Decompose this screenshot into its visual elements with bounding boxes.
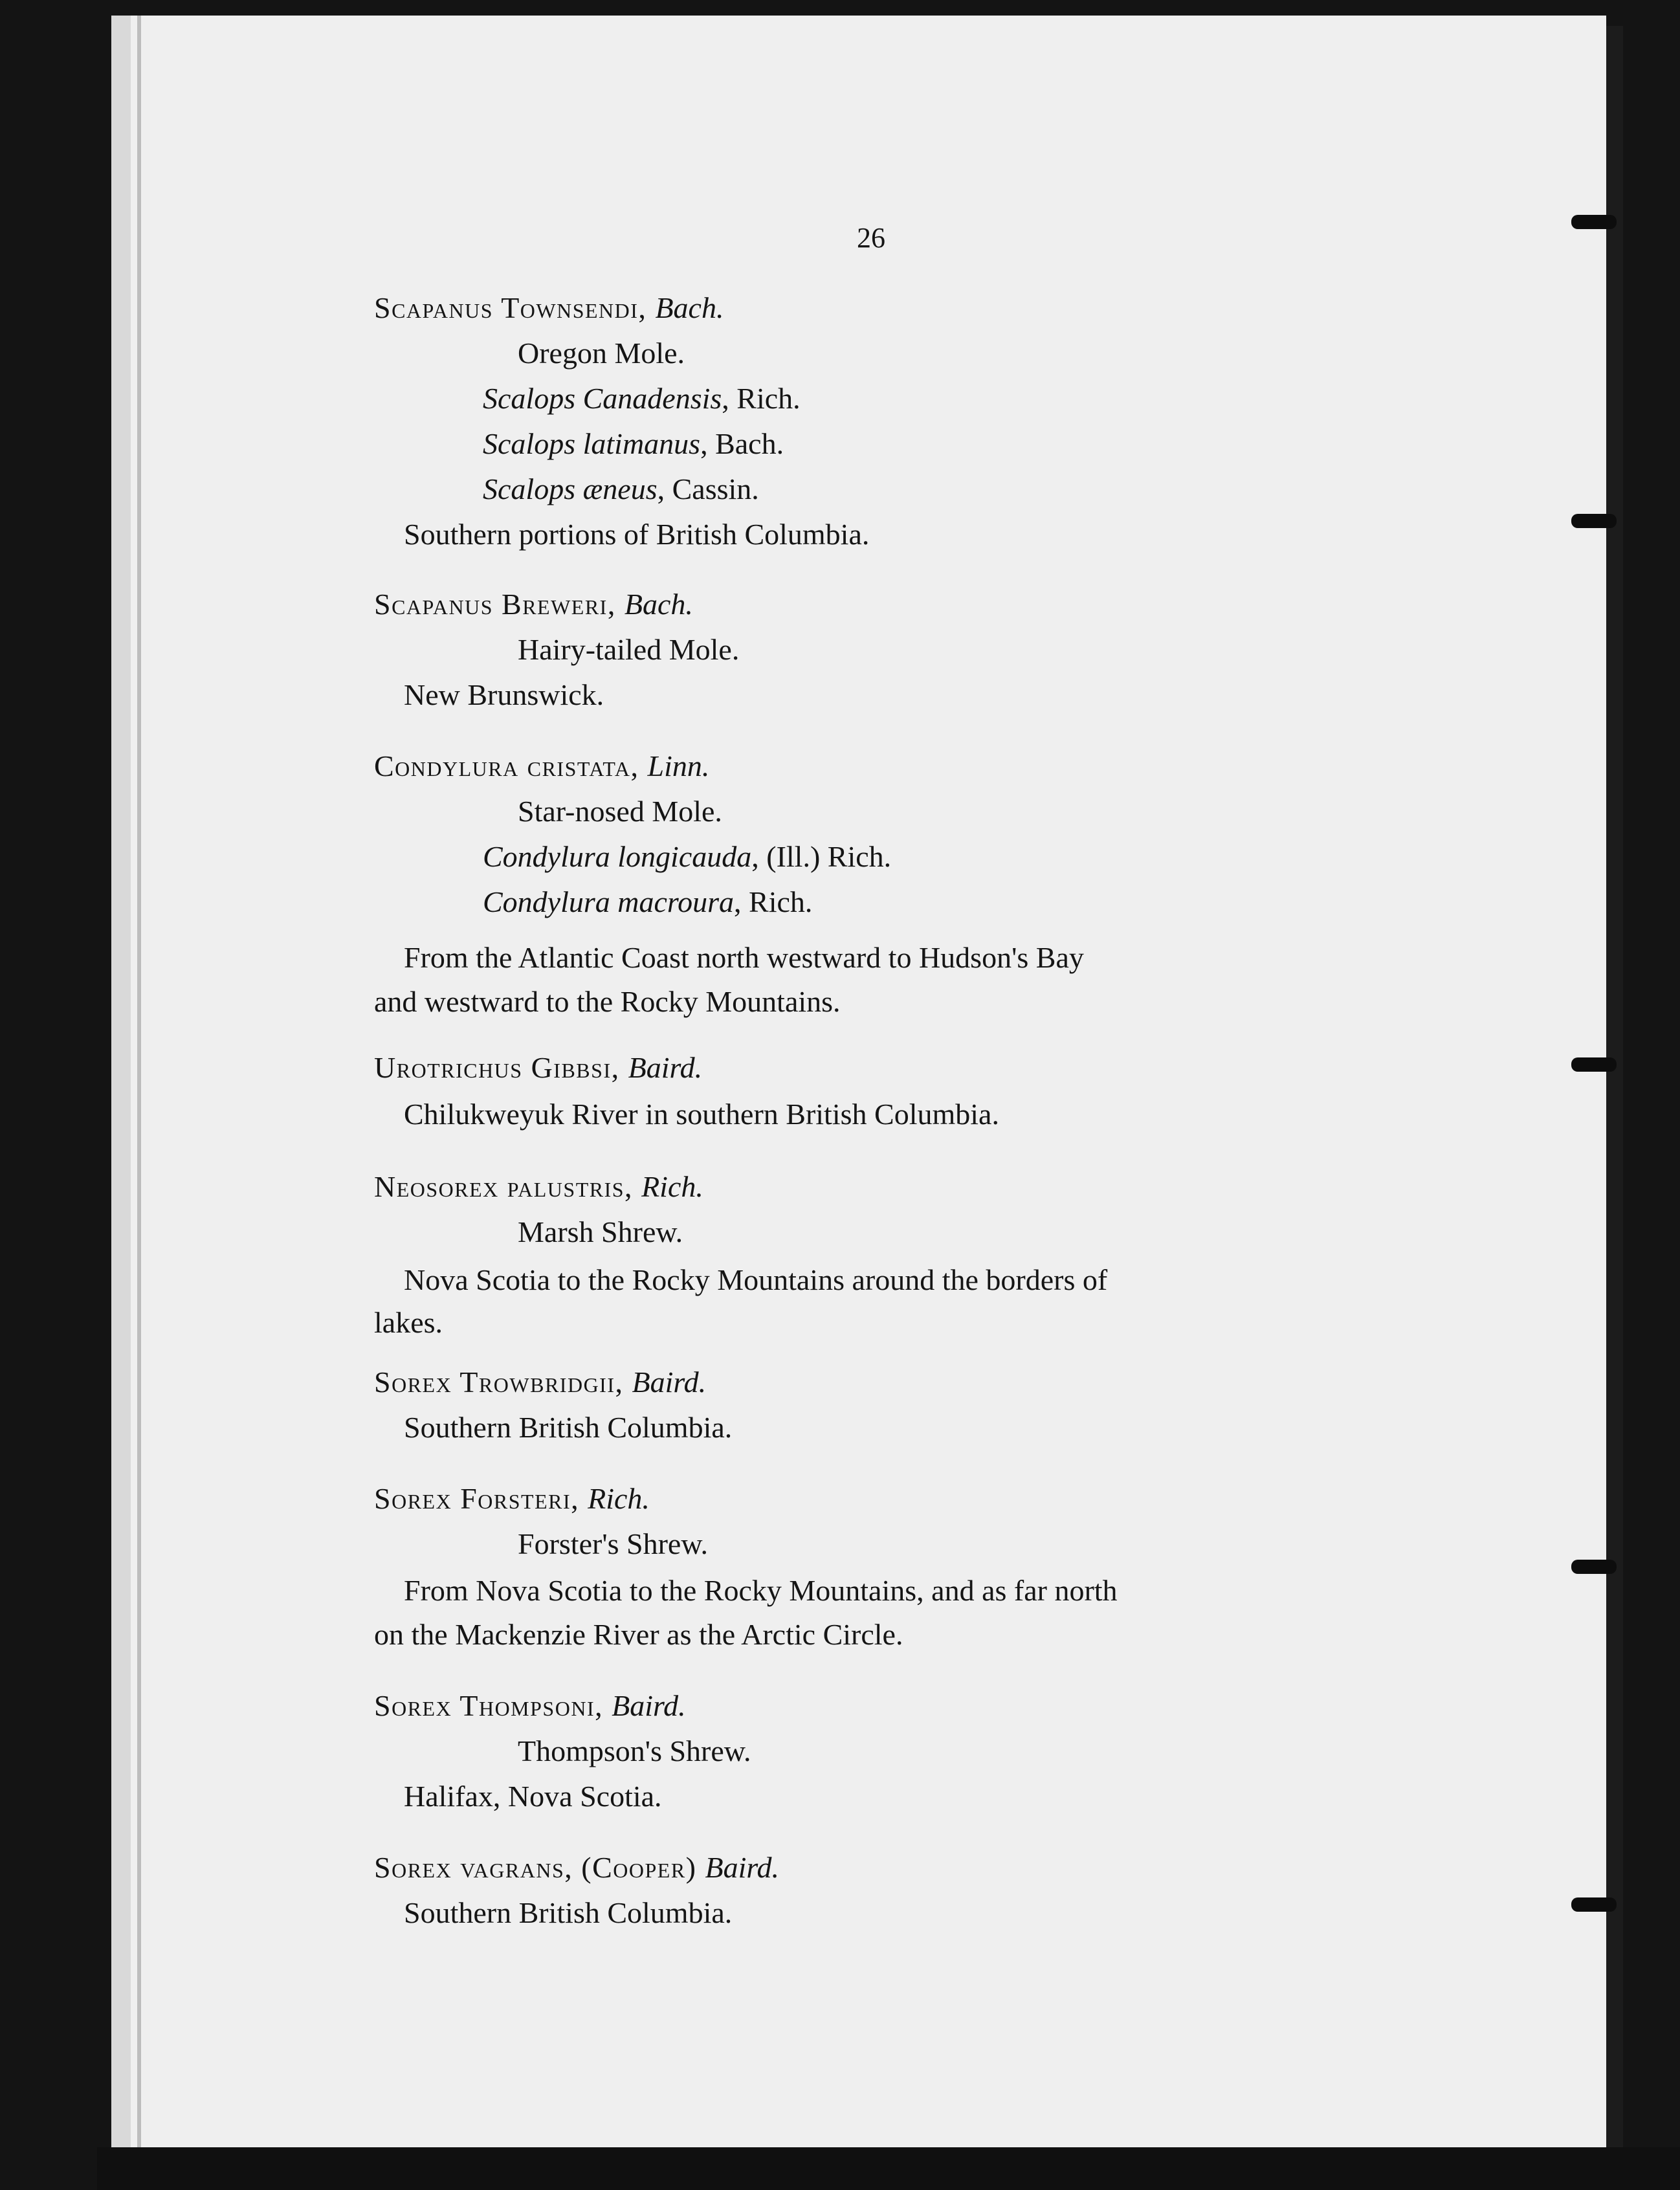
species-name: Sorex Trowbridgii,: [374, 1366, 624, 1399]
common-name: Forster's Shrew.: [518, 1527, 709, 1560]
synonym-name: Scalops latimanus: [483, 427, 701, 460]
species-name: Neosorex palustris,: [374, 1170, 634, 1203]
species-authority: Baird.: [628, 1051, 703, 1084]
species-heading: [374, 289, 724, 327]
range-text: From Nova Scotia to the Rocky Mountains, and as far north: [404, 1574, 1118, 1607]
synonym-author: , Rich.: [722, 382, 801, 415]
range-text: and westward to the Rocky Mountains.: [374, 985, 841, 1018]
species-heading: [374, 585, 693, 624]
range-text: From the Atlantic Coast north westward to Hudson's Bay: [404, 941, 1084, 974]
species-heading: [374, 1479, 650, 1518]
synonym-name: Scalops æneus: [483, 472, 658, 505]
page-number: 26: [857, 222, 885, 254]
species-name: Condylura cristata,: [374, 749, 639, 782]
species-heading: [374, 1687, 686, 1725]
synonym: [483, 883, 812, 922]
synonym: [483, 837, 891, 876]
species-authority: Linn.: [647, 749, 710, 782]
range-text: on the Mackenzie River as the Arctic Circle.: [374, 1618, 903, 1651]
species-heading: [374, 1167, 703, 1206]
species-authority: Rich.: [588, 1482, 650, 1515]
range-text: Chilukweyuk River in southern British Columbia.: [404, 1098, 999, 1131]
range-text: Halifax, Nova Scotia.: [404, 1780, 662, 1813]
synonym-name: Condylura macroura: [483, 885, 735, 918]
common-name: Star-nosed Mole.: [518, 795, 722, 828]
synonym: [483, 425, 784, 463]
species-authority: Bach.: [624, 588, 693, 621]
species-name: Urotrichus Gibbsi,: [374, 1051, 620, 1084]
range-text: Nova Scotia to the Rocky Mountains around the borders of: [404, 1263, 1108, 1296]
species-authority: Baird.: [612, 1689, 686, 1722]
synonym-author: , Cassin.: [657, 472, 759, 505]
common-name: Thompson's Shrew.: [518, 1734, 751, 1767]
synonym: [483, 379, 801, 418]
synonym-name: Condylura longicauda: [483, 840, 752, 873]
synonym-author: , Rich.: [734, 885, 813, 918]
synonym-author: , Bach.: [700, 427, 784, 460]
species-name: Sorex Thompsoni,: [374, 1689, 604, 1722]
synonym-name: Scalops Canadensis: [483, 382, 722, 415]
synonym-author: , (Ill.) Rich.: [751, 840, 892, 873]
common-name: Marsh Shrew.: [518, 1215, 683, 1248]
species-authority: Rich.: [641, 1170, 703, 1203]
species-heading: [374, 1048, 702, 1087]
species-name: Sorex Forsteri,: [374, 1482, 580, 1515]
range-text: New Brunswick.: [404, 678, 604, 711]
common-name: Oregon Mole.: [518, 337, 685, 370]
species-name: Sorex vagrans, (Cooper): [374, 1851, 697, 1884]
species-authority: Baird.: [632, 1366, 707, 1399]
range-text: Southern British Columbia.: [404, 1896, 733, 1929]
species-heading: [374, 1848, 779, 1887]
synonym: [483, 470, 759, 509]
species-authority: Baird.: [705, 1851, 780, 1884]
species-authority: Bach.: [655, 291, 724, 324]
range-text: Southern British Columbia.: [404, 1411, 733, 1444]
common-name: Hairy-tailed Mole.: [518, 633, 740, 666]
species-heading: [374, 747, 709, 786]
range-text: Southern portions of British Columbia.: [404, 518, 870, 551]
species-name: Scapanus Breweri,: [374, 588, 616, 621]
species-heading: [374, 1363, 706, 1402]
species-name: Scapanus Townsendi,: [374, 291, 647, 324]
range-text: lakes.: [374, 1306, 443, 1339]
